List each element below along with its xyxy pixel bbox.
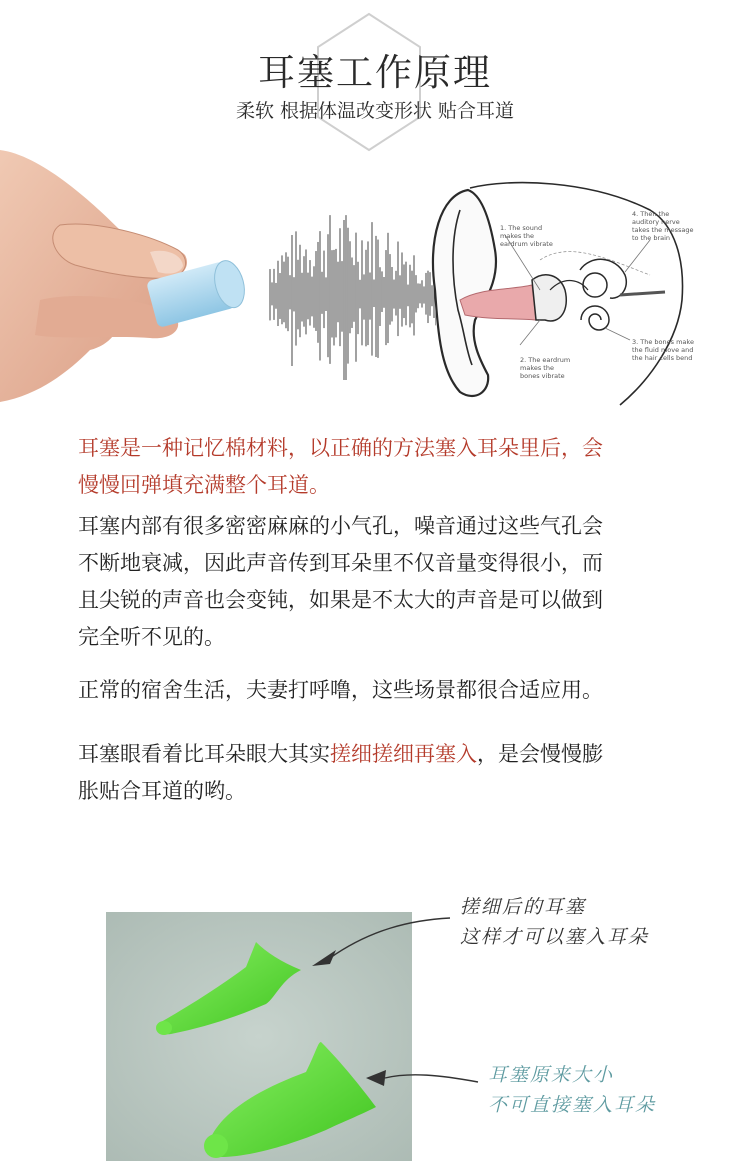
paragraph-use-cases: 正常的宿舍生活，夫妻打呼噜，这些场景都很合适应用。 [78, 678, 603, 702]
page-title: 耳塞工作原理 [258, 51, 492, 94]
arrow-to-original-earplug [385, 1075, 478, 1082]
page-subtitle: 柔软 根据体温改变形状 贴合耳道 [235, 100, 515, 122]
diagram-note-1: 1. The sound makes the eardrum vibrate [500, 224, 553, 248]
paragraph-material-intro: 耳塞是一种记忆棉材料，以正确的方法塞入耳朵里后，会 慢慢回弹填充满整个耳道。 [78, 436, 603, 497]
hand-holding-earplug-image [0, 140, 255, 405]
sound-wave-graphic [268, 210, 436, 380]
arrow-to-rolled-earplug [330, 918, 450, 958]
diagram-note-2: 2. The eardrum makes the bones vibrate [520, 356, 571, 380]
insertion-tip-highlight: 搓细搓细再塞入 [330, 742, 477, 766]
paragraph-insertion-tip: 耳塞眼看着比耳朵眼大其实搓细搓细再塞入，是会慢慢膨 胀贴合耳道的哟。 [78, 742, 603, 803]
ear-anatomy-diagram [420, 180, 710, 410]
diagram-note-3: 3. The bones make the fluid move and the hair cells bend [632, 338, 694, 362]
paragraph-noise-reduction: 耳塞内部有很多密密麻麻的小气孔，噪音通过这些气孔会 不断地衰减，因此声音传到耳朵里不仅音量变得很小，而 且尖锐的声音也会变钝，如果是不太大的声音是可以做到 完全听不见的。 [78, 514, 603, 649]
rolled-earplug-annotation: 搓细后的耳塞 这样才可以塞入耳朵 [460, 896, 650, 948]
diagram-note-4: 4. Then the auditory nerve takes the message to the brain [632, 210, 694, 242]
original-earplug-annotation: 耳塞原来大小 不可直接塞入耳朵 [488, 1064, 657, 1116]
